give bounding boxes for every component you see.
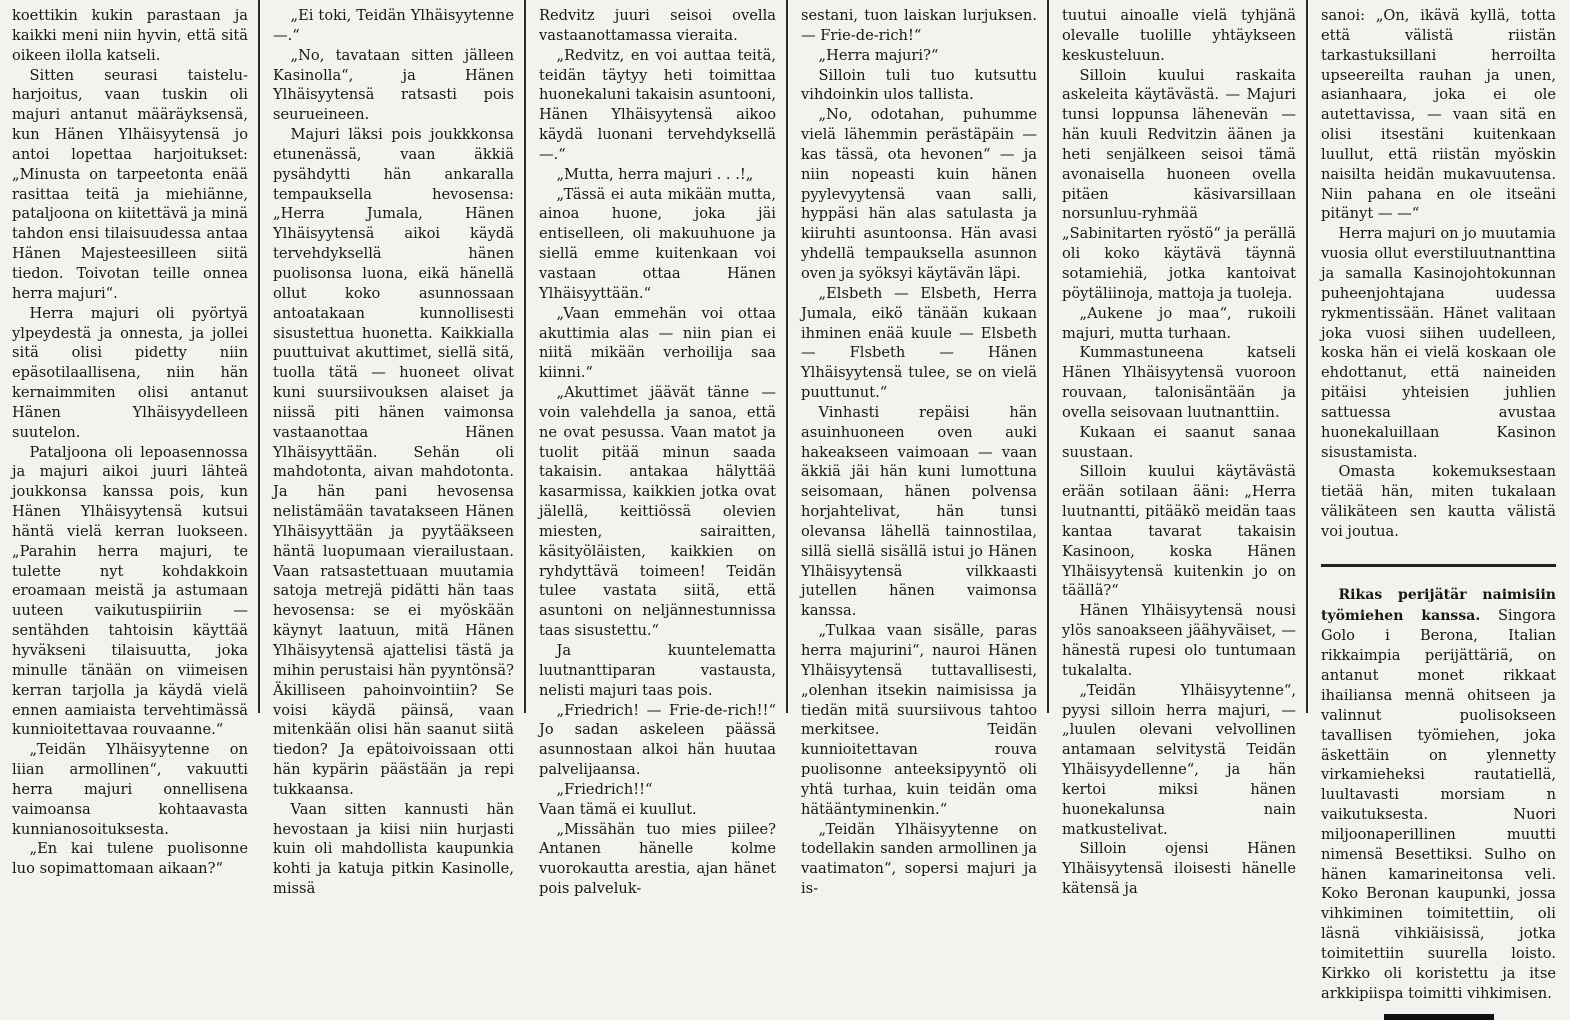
column-5 xyxy=(1050,0,1306,898)
paragraph: Silloin kuului raskaita askeleita käytävästä. — Majuri tunsi loppunsa lähenevän — hän kuuli Redvitzin äänen ja heti senjälkeen seisoi tämä avonaisella huoneen ovella pitäen käsivarsillaan norsunluu-ryhmää „Sabinitarten ryöstö“ ja perällä oli koko käytävä täynnä sotamiehiä, jotka kantoivat pöytäliinoja, mattoja ja tuoleja. xyxy=(1062,66,1296,302)
paragraph: Kukaan ei saanut sanaa suustaan. xyxy=(1062,423,1296,461)
paragraph: Kummastuneena katseli Hänen Ylhäisyytensä vuoroon rouvaan, talonisäntään ja ovella seisovaan luutnanttiin. xyxy=(1062,344,1296,421)
paragraph: „Redvitz, en voi auttaa teitä, teidän täytyy heti toimittaa huonekaluni takaisin asuntooni, Hänen Ylhäisyytensä aikoo käydä luonani tervehdyksellä —.“ xyxy=(539,46,776,163)
paragraph: Vaan sitten kannusti hän hevostaan ja kiisi niin hurjasti kuin oli mahdollista kaupunkia kohti ja katuja pitkin Kasinolle, missä xyxy=(273,800,514,898)
paragraph: „Elsbeth — Elsbeth, Herra Jumala, eikö tänään kukaan ihminen enää kuule — Elsbeth — Flsbeth — Hänen Ylhäisyytensä tulee, se on vielä puuttunut.“ xyxy=(801,284,1037,402)
column-6 xyxy=(1309,0,1570,1002)
news-headline: Rikas perijätär naimisiin työmiehen kanssa. xyxy=(1321,586,1556,624)
paragraph: „Friedrich!!“ xyxy=(556,780,653,798)
paragraph: „Friedrich! — Frie-de-rich!!“ Jo sadan askeleen päässä asunnostaan alkoi hän huutaa palvelijaansa. xyxy=(539,701,776,779)
paragraph: Ja kuuntelematta luutnanttiparan vastausta, nelisti majuri taas pois. xyxy=(539,642,776,699)
paragraph: koettikin kukin parastaan ja kaikki meni niin hyvin, että sitä oikeen ilolla katseli. xyxy=(12,7,248,64)
paragraph: Pataljoona oli lepoasennossa ja majuri aikoi juuri lähteä joukkonsa kanssa pois, kun Hänen Ylhäisyytensä kutsui häntä vielä kerran luokseen. „Parahin herra majuri, te tulette nyt kohdakkoin eroamaan meistä ja astumaan uuteen vaikutuspiiriin — sentähden tahtoisin käyttää hyväkseni tilaisuutta, joka minulle tänään on viimeisen kerran tarjolla ja käydä vielä ennen aamiaista tervehtimässä kunnioitettavaa rouvaanne.“ xyxy=(12,443,248,739)
column-3 xyxy=(527,0,786,898)
column-rule xyxy=(258,0,260,713)
paragraph: Silloin ojensi Hänen Ylhäisyytensä iloisesti hänelle kätensä ja xyxy=(1062,840,1296,898)
column-1 xyxy=(0,0,258,878)
paragraph: „Teidän Ylhäisyytenne“, pyysi silloin herra majuri, — „luulen olevani velvollinen antamaan selvitystä Teidän Ylhäisyydellenne“, ja hän kertoi miksi hänen huonekalunsa nain matkustelivat. xyxy=(1062,681,1296,838)
paragraph: „En kai tulene puolisonne luo sopimattomaan aikaan?“ xyxy=(12,840,248,878)
paragraph: „Tulkaa vaan sisälle, paras herra majurini“, nauroi Hänen Ylhäisyytensä tuttavallisesti, „olenhan itsekin naimisissa ja tiedän mitä suursiivous tahtoo merkitsee. Teidän kunnioitettavan rouva puolisonne anteeksipyyntö oli yhtä turhaa, kuin teidän oma hätääntyminenkin.“ xyxy=(801,622,1037,818)
paragraph: „Teidän Ylhäisyytenne on todellakin sanden armollinen ja vaatimaton“, sopersi majuri ja is- xyxy=(801,820,1037,898)
paragraph: „Herra majuri?“ xyxy=(818,46,939,64)
paragraph: Silloin tuli tuo kutsuttu vihdoinkin ulos tallista. xyxy=(801,66,1037,104)
paragraph: „Mutta, herra majuri . . .!„ xyxy=(556,165,754,183)
section-divider xyxy=(1321,564,1556,567)
paragraph: Hänen Ylhäisyytensä nousi ylös sanoakseen jäähyväiset, — hänestä rupesi olo tuntumaan tukalalta. xyxy=(1062,602,1296,679)
paragraph: „No, tavataan sitten jälleen Kasinolla“, ja Hänen Ylhäisyytensä ratsasti pois seurueineen. xyxy=(273,46,514,124)
end-bar xyxy=(1384,1014,1494,1020)
paragraph: Majuri läksi pois joukkkonsa etunenässä, vaan äkkiä pysähdytti hän ankaralla tempauksella hevosensa: „Herra Jumala, Hänen Ylhäisyytensä aikoi käydä tervehdyksellä hänen puolisonsa luona, eikä hänellä ollut koko asunnossaan antoatakaan kunnollisesti sisustettua huonetta. Kaikkialla puuttuivat akuttimet, siellä sitä, tuolla tätä — huoneet olivat kuni suursiivouksen alaiset ja niissä piti hänen vaimonsa vastaanottaa Hänen Ylhäisyyttään. Sehän oli mahdotonta, aivan mahdotonta. Ja hän pani hevosensa nelistämään tavatakseen Hänen Ylhäisyyttään ja pyytääkseen häntä luopumaan vierailustaan. Vaan ratsastettuaan muutamia satoja metrejä pidätti hän taas hevosensa: se ei myöskään käynyt laatuun, mitä Hänen Ylhäisyytensä ajattelisi tästä ja mihin perustaisi hän pyyntönsä? Äkilliseen pahoinvointiin? Se voisi käydä päinsä, vaan mitenkään olisi hän saanut siitä tiedon? Ja epätoivoissaan otti hän kypärin päästään ja repi tukkaansa. xyxy=(273,126,514,798)
paragraph: Silloin kuului käytävästä erään sotilaan ääni: „Herra luutnantti, pitääkö meidän taas kantaa tavarat takaisin Kasinoon, koska Hänen Ylhäisyytensä kuitenkin jo on täällä?“ xyxy=(1062,463,1296,600)
paragraph: „Aukene jo maa“, rukoili majuri, mutta turhaan. xyxy=(1062,304,1296,342)
paragraph: Vaan tämä ei kuullut. xyxy=(539,800,697,818)
paragraph: Vinhasti repäisi hän asuinhuoneen oven auki hakeakseen vaimoaan — vaan äkkiä jäi hän kuni lumottuna seisomaan, hänen polvensa horjahtelivat, hän tunsi olevansa lähellä tainnostilaa, sillä siellä sisällä istui jo Hänen Ylhäisyytensä vilkkaasti jutellen hänen vaimonsa kanssa. xyxy=(801,403,1037,620)
paragraph: Herra majuri on jo muutamia vuosia ollut everstiluutnanttina ja samalla Kasinojohtokunnan puheenjohtajana uudessa rykmentissään. Hänet valitaan joka vuosi siihen uudelleen, koska hän ei vielä koskaan ole ehdottanut, että naineiden pitäisi yhteisien juhlien sattuessa avustaa huonekaluillaan Kasinon sisustamista. xyxy=(1321,225,1556,461)
paragraph: „Teidän Ylhäisyytenne on liian armollinen“, vakuutti herra majuri onnellisena vaimoansa kohtaavasta kunnianosoituksesta. xyxy=(12,741,248,838)
news-item xyxy=(1321,585,1556,1004)
paragraph: tuutui ainoalle vielä tyhjänä olevalle tuolille yhtäykseen keskusteluun. xyxy=(1062,7,1296,64)
column-4 xyxy=(789,0,1047,898)
column-rule xyxy=(524,0,526,713)
paragraph: Sitten seurasi taistelu-harjoitus, vaan tuskin oli majuri antanut määräyksensä, kun Hänen Ylhäisyytensä jo antoi lopettaa harjoitukset: „Minusta on tarpeetonta enää rasittaa teitä ja miehiänne, pataljoona on kiitettävä ja minä tahdon ensi tilaisuudessa antaa Hänen Majesteesilleen siitä tiedon. Toivotan teille onnea herra majuri“. xyxy=(12,66,248,302)
column-2 xyxy=(261,0,524,898)
paragraph: „No, odotahan, puhumme vielä lähemmin perästäpäin — kas tässä, ota hevonen“ — ja niin nopeasti kuin hänen pyylevyytensä vaan salli, hyppäsi hän alas satulasta ja kiiruhti asuntoonsa. Hän avasi yhdellä tempauksella asunnon oven ja syöksyi käytävän läpi. xyxy=(801,106,1037,282)
column-rule xyxy=(1047,0,1049,713)
paragraph: Omasta kokemuksestaan tietää hän, miten tukalaan välikäteen sen kautta välistä voi joutua. xyxy=(1321,463,1556,540)
paragraph: „Vaan emmehän voi ottaa akuttimia alas — niin pian ei niitä mikään verhoilija saa kiinni.“ xyxy=(539,304,776,382)
news-body: Singora Golo i Berona, Italian rikkaimpia perijättäriä, on antanut monet rikkaat ihailiansa mennä ohitseen ja valinnut puolisokseen tavallisen työmiehen, joka äskettäin on ylennetty virkamieheksi rautatiellä, luultavasti morsiam n vaikutuksesta. Nuori miljoonaperillinen muutti nimensä Besettiksi. Sulho on hänen kamarineitonsa veli. Koko Beronan kaupunki, jossa vihkiminen toimitettiin, oli läsnä vihkiäisissä, jotka toimitettiin suurella loisto. Kirkko oli koristettu ja itse arkkipiispa toimitti vihkimisen. xyxy=(1321,606,1556,1002)
column-rule xyxy=(786,0,788,713)
paragraph: „Akuttimet jäävät tänne — voin valehdella ja sanoa, että ne ovat pesussa. Vaan matot ja tuolit pitää minun saada takaisin. antakaa hälyttää kasarmissa, kaikkien jotka ovat jälellä, keittiössä olevien miesten, sairaitten, käsityöläisten, kaikkien on ryhdyttävä toimeen! Teidän tulee vastata siitä, että asuntoni on neljännestunnissa taas sisustettu.“ xyxy=(539,384,776,640)
paragraph: „Tässä ei auta mikään mutta, ainoa huone, joka jäi entiselleen, oli makuuhuone ja siellä emme kuitenkaan voi vastaan ottaa Hänen Ylhäisyyttään.“ xyxy=(539,185,776,302)
column-rule xyxy=(1306,0,1308,713)
paragraph: sestani, tuon laiskan lurjuksen. — Frie-de-rich!“ xyxy=(801,7,1037,44)
paragraph: „Ei toki, Teidän Ylhäisyytenne —.“ xyxy=(273,7,514,44)
paragraph: sanoi: „On, ikävä kyllä, totta että välistä riistän tarkastuksillani herroilta upseereilta rauhan ja unen, asianhaara, joka ei ole autettavissa, — vaan sitä en olisi itsestäni kuitenkaan luullut, että riistän myöskin naisilta heidän mukavuutensa. Niin pahana en ole itseäni pitänyt — —“ xyxy=(1321,7,1556,223)
paragraph: Redvitz juuri seisoi ovella vastaanottamassa vieraita. xyxy=(539,7,776,44)
paragraph: „Missähän tuo mies piilee? Antanen hänelle kolme vuorokautta arestia, ajan hänet pois palveluk- xyxy=(539,820,776,898)
paragraph: Herra majuri oli pyörtyä ylpeydestä ja onnesta, ja jollei sitä olisi pidetty niin epäsotilaallisena, niin hän kernaimmiten olisi antanut Hänen Ylhäisyydelleen suutelon. xyxy=(12,304,248,441)
